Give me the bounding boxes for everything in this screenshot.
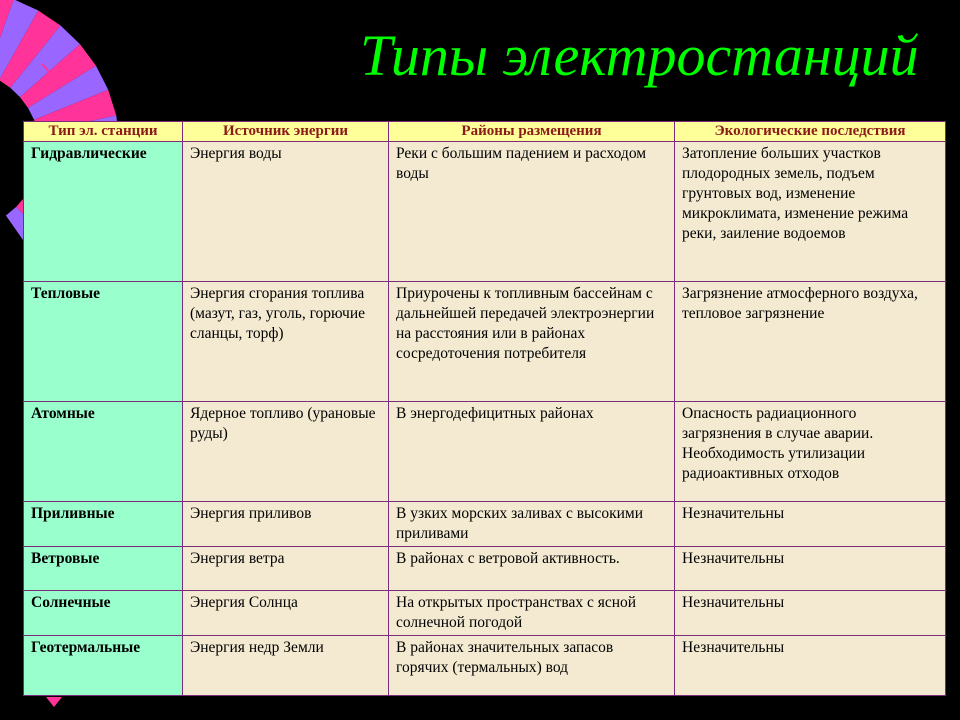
location-cell: В районах значительных запасов горячих (термальных) вод bbox=[389, 636, 675, 696]
ecology-cell: Незначительны bbox=[675, 636, 946, 696]
plant-type-cell: Солнечные bbox=[24, 591, 183, 636]
table-row bbox=[24, 591, 946, 636]
ecology-cell: Незначительны bbox=[675, 547, 946, 591]
plant-type-cell: Тепловые bbox=[24, 282, 183, 402]
plant-type-cell: Ветровые bbox=[24, 547, 183, 591]
table-row bbox=[24, 282, 946, 402]
table-row bbox=[24, 142, 946, 282]
ecology-cell: Затопление больших участков плодородных земель, подъем грунтовых вод, изменение микроклимата, изменение режима реки, заиление водоемов bbox=[675, 142, 946, 282]
table-header-row bbox=[24, 122, 946, 142]
location-cell: Приурочены к топливным бассейнам с дальнейшей передачей электроэнергии на расстояния или в районах сосредоточения потребителя bbox=[389, 282, 675, 402]
energy-source-cell: Энергия Солнца bbox=[183, 591, 389, 636]
ecology-cell: Загрязнение атмосферного воздуха, тепловое загрязнение bbox=[675, 282, 946, 402]
slide-title: Типы электростанций bbox=[360, 23, 919, 88]
energy-source-cell: Энергия недр Земли bbox=[183, 636, 389, 696]
column-header-ecology: Экологические последствия bbox=[675, 122, 946, 142]
ecology-cell: Незначительны bbox=[675, 591, 946, 636]
energy-source-cell: Ядерное топливо (урановые руды) bbox=[183, 402, 389, 502]
energy-source-cell: Энергия воды bbox=[183, 142, 389, 282]
location-cell: Реки с большим падением и расходом воды bbox=[389, 142, 675, 282]
table-row bbox=[24, 636, 946, 696]
location-cell: В узких морских заливах с высокими приливами bbox=[389, 502, 675, 547]
table-row bbox=[24, 402, 946, 502]
location-cell: В энергодефицитных районах bbox=[389, 402, 675, 502]
location-cell: В районах с ветровой активность. bbox=[389, 547, 675, 591]
power-plants-table bbox=[23, 121, 946, 696]
plant-type-cell: Атомные bbox=[24, 402, 183, 502]
ecology-cell: Опасность радиационного загрязнения в случае аварии. Необходимость утилизации радиоактивных отходов bbox=[675, 402, 946, 502]
plant-type-cell: Приливные bbox=[24, 502, 183, 547]
column-header-source: Источник энергии bbox=[183, 122, 389, 142]
energy-source-cell: Энергия приливов bbox=[183, 502, 389, 547]
ecology-cell: Незначительны bbox=[675, 502, 946, 547]
column-header-type: Тип эл. станции bbox=[24, 122, 183, 142]
column-header-location: Районы размещения bbox=[389, 122, 675, 142]
table-row bbox=[24, 502, 946, 547]
location-cell: На открытых пространствах с ясной солнечной погодой bbox=[389, 591, 675, 636]
table-row bbox=[24, 547, 946, 591]
energy-source-cell: Энергия ветра bbox=[183, 547, 389, 591]
energy-source-cell: Энергия сгорания топлива (мазут, газ, уголь, горючие сланцы, торф) bbox=[183, 282, 389, 402]
plant-type-cell: Геотермальные bbox=[24, 636, 183, 696]
plant-type-cell: Гидравлические bbox=[24, 142, 183, 282]
